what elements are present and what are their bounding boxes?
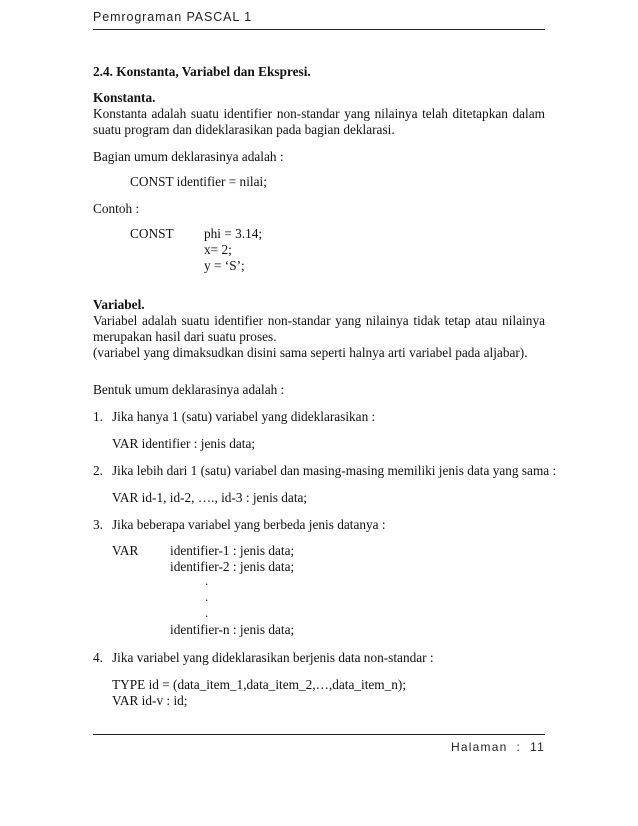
list-item-number: 4. bbox=[93, 650, 103, 665]
contoh-line: phi = 3.14; bbox=[204, 226, 263, 241]
contoh-label: Contoh : bbox=[93, 201, 140, 216]
code-line: identifier-2 : jenis data; bbox=[170, 559, 295, 574]
variabel-form-label: Bentuk umum deklarasinya adalah : bbox=[93, 382, 285, 397]
code-line: VAR id-v : id; bbox=[112, 693, 188, 708]
variabel-heading: Variabel. bbox=[93, 297, 145, 312]
list-item-text: Jika lebih dari 1 (satu) variabel dan masing-masing memiliki jenis data yang sama : bbox=[112, 463, 557, 478]
konstanta-description: Konstanta adalah suatu identifier non-standar yang nilainya telah ditetapkan dalam suatu program dan dideklarasikan pada bagian deklarasi. bbox=[93, 106, 545, 137]
konstanta-general-form: CONST identifier = nilai; bbox=[130, 174, 267, 189]
section-title: 2.4. Konstanta, Variabel dan Ekspresi. bbox=[93, 64, 311, 79]
variabel-description: Variabel adalah suatu identifier non-standar yang nilainya tidak tetap atau nilainya merupakan hasil dari suatu proses. bbox=[93, 313, 545, 344]
page-number: Halaman : 11 bbox=[451, 740, 545, 754]
list-item-text: Jika variabel yang dideklarasikan berjenis data non-standar : bbox=[112, 650, 434, 665]
ellipsis-dot: . bbox=[205, 605, 209, 620]
code-line: VAR id-1, id-2, …., id-3 : jenis data; bbox=[112, 490, 308, 505]
list-item-text: Jika beberapa variabel yang berbeda jenis datanya : bbox=[112, 517, 386, 532]
code-line: TYPE id = (data_item_1,data_item_2,…,data_item_n); bbox=[112, 677, 407, 692]
contoh-line: x= 2; bbox=[204, 242, 232, 257]
code-line: VAR identifier : jenis data; bbox=[112, 436, 256, 451]
code-line: identifier-n : jenis data; bbox=[170, 622, 295, 637]
list-item-number: 1. bbox=[93, 409, 103, 424]
contoh-line: y = ‘S’; bbox=[204, 258, 245, 273]
ellipsis-dot: . bbox=[205, 589, 209, 604]
footer-rule bbox=[93, 734, 545, 735]
running-header: Pemrograman PASCAL 1 bbox=[93, 10, 253, 24]
konstanta-heading: Konstanta. bbox=[93, 90, 156, 105]
konstanta-form-label: Bagian umum deklarasinya adalah : bbox=[93, 149, 284, 164]
ellipsis-dot: . bbox=[205, 573, 209, 588]
variabel-note: (variabel yang dimaksudkan disini sama seperti halnya arti variabel pada aljabar). bbox=[93, 345, 528, 360]
list-item-number: 3. bbox=[93, 517, 103, 532]
list-item-text: Jika hanya 1 (satu) variabel yang dideklarasikan : bbox=[112, 409, 376, 424]
header-rule bbox=[93, 29, 545, 30]
code-line: identifier-1 : jenis data; bbox=[170, 543, 295, 558]
code-var-keyword: VAR bbox=[112, 543, 139, 558]
contoh-const-keyword: CONST bbox=[130, 226, 174, 241]
list-item-number: 2. bbox=[93, 463, 103, 478]
